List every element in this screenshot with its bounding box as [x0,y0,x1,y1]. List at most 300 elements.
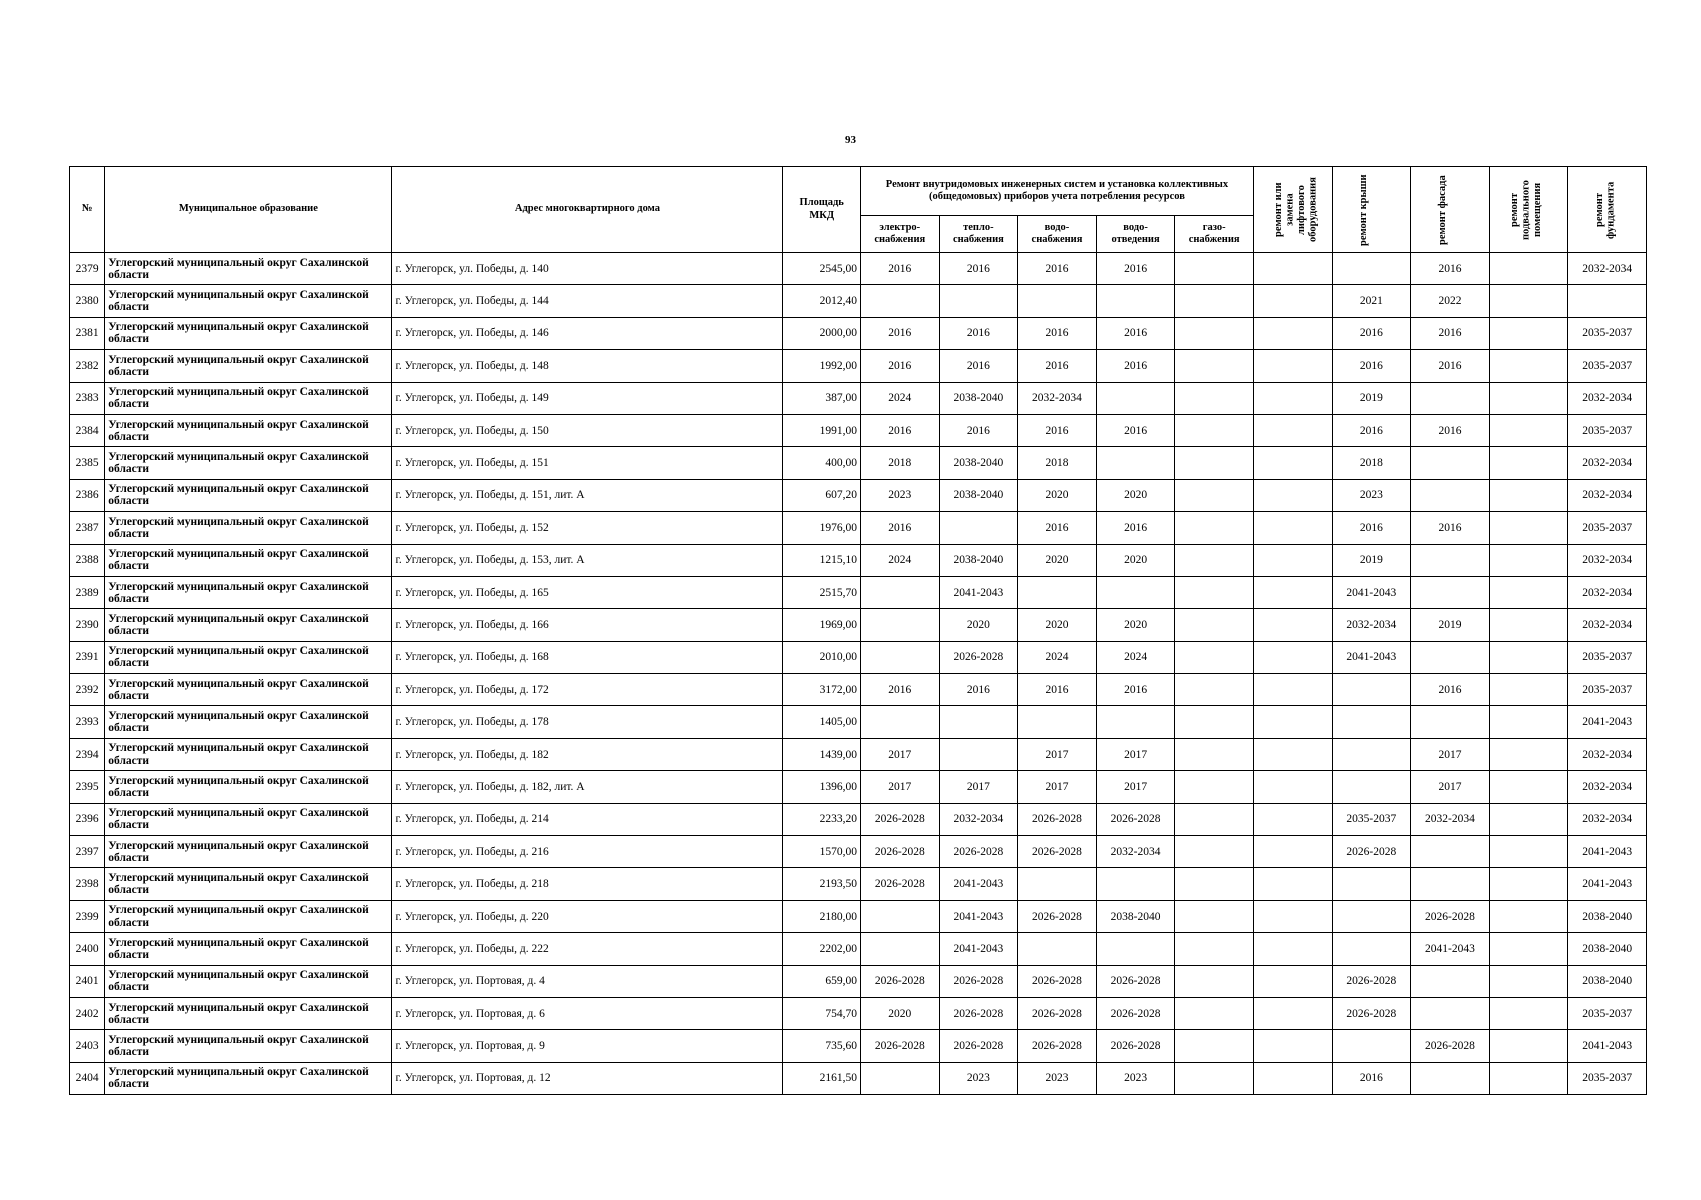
electric-cell: 2024 [860,382,939,414]
electric-cell: 2016 [860,350,939,382]
basement-cell [1489,868,1568,900]
elevator-cell [1253,253,1332,285]
municipality-cell: Углегорский муниципальный округ Сахалинской области [105,1030,392,1062]
foundation-cell: 2035-2037 [1568,512,1647,544]
area-cell: 1215,10 [783,544,861,576]
elevator-cell [1253,479,1332,511]
electric-cell: 2024 [860,544,939,576]
table-row [70,285,1647,317]
basement-cell [1489,738,1568,770]
sewer-cell: 2016 [1096,350,1175,382]
roof-cell: 2021 [1332,285,1411,317]
sewer-cell: 2038-2040 [1096,900,1175,932]
basement-cell [1489,447,1568,479]
address-cell: г. Углегорск, ул. Победы, д. 146 [392,317,783,349]
sewer-cell [1096,933,1175,965]
foundation-cell: 2032-2034 [1568,771,1647,803]
elevator-cell [1253,609,1332,641]
facade-cell [1411,382,1490,414]
foundation-cell: 2038-2040 [1568,900,1647,932]
gas-cell [1175,674,1254,706]
water-cell [1018,868,1097,900]
facade-cell: 2016 [1411,350,1490,382]
area-cell: 1991,00 [783,414,861,446]
gas-cell [1175,771,1254,803]
header-gas: газо-снабжения [1175,216,1254,253]
sewer-cell [1096,576,1175,608]
municipality-cell: Углегорский муниципальный округ Сахалинской области [105,803,392,835]
header-water: водо-снабжения [1018,216,1097,253]
electric-cell: 2016 [860,317,939,349]
basement-cell [1489,350,1568,382]
heat-cell: 2032-2034 [939,803,1018,835]
facade-cell [1411,447,1490,479]
roof-cell: 2016 [1332,317,1411,349]
gas-cell [1175,933,1254,965]
sewer-cell: 2016 [1096,253,1175,285]
table-row [70,674,1647,706]
area-cell: 1976,00 [783,512,861,544]
roof-cell [1332,933,1411,965]
address-cell: г. Углегорск, ул. Портовая, д. 12 [392,1062,783,1094]
water-cell: 2020 [1018,544,1097,576]
area-cell: 1570,00 [783,836,861,868]
heat-cell [939,285,1018,317]
water-cell: 2026-2028 [1018,803,1097,835]
table-row [70,900,1647,932]
area-cell: 2010,00 [783,641,861,673]
electric-cell: 2026-2028 [860,868,939,900]
water-cell: 2020 [1018,609,1097,641]
municipality-cell: Углегорский муниципальный округ Сахалинской области [105,447,392,479]
address-cell: г. Углегорск, ул. Победы, д. 166 [392,609,783,641]
row-number: 2401 [70,965,105,997]
area-cell: 2202,00 [783,933,861,965]
municipality-cell: Углегорский муниципальный округ Сахалинской области [105,965,392,997]
heat-cell: 2026-2028 [939,997,1018,1029]
water-cell: 2016 [1018,350,1097,382]
address-cell: г. Углегорск, ул. Победы, д. 151 [392,447,783,479]
roof-cell: 2023 [1332,479,1411,511]
foundation-cell: 2032-2034 [1568,803,1647,835]
gas-cell [1175,1030,1254,1062]
elevator-cell [1253,317,1332,349]
electric-cell: 2026-2028 [860,836,939,868]
row-number: 2396 [70,803,105,835]
basement-cell [1489,965,1568,997]
roof-cell [1332,771,1411,803]
table-row [70,479,1647,511]
heat-cell: 2016 [939,350,1018,382]
facade-cell: 2041-2043 [1411,933,1490,965]
foundation-cell: 2035-2037 [1568,641,1647,673]
basement-cell [1489,997,1568,1029]
basement-cell [1489,1062,1568,1094]
table-row [70,771,1647,803]
area-cell: 2161,50 [783,1062,861,1094]
row-number: 2391 [70,641,105,673]
roof-cell: 2016 [1332,350,1411,382]
elevator-cell [1253,771,1332,803]
area-cell: 2545,00 [783,253,861,285]
elevator-cell [1253,1030,1332,1062]
municipality-cell: Углегорский муниципальный округ Сахалинской области [105,868,392,900]
address-cell: г. Углегорск, ул. Победы, д. 182, лит. А [392,771,783,803]
electric-cell [860,609,939,641]
municipality-cell: Углегорский муниципальный округ Сахалинской области [105,285,392,317]
facade-cell [1411,965,1490,997]
elevator-cell [1253,382,1332,414]
sewer-cell: 2016 [1096,512,1175,544]
electric-cell: 2016 [860,512,939,544]
row-number: 2388 [70,544,105,576]
foundation-cell [1568,285,1647,317]
water-cell [1018,933,1097,965]
area-cell: 1439,00 [783,738,861,770]
basement-cell [1489,479,1568,511]
sewer-cell: 2032-2034 [1096,836,1175,868]
municipality-cell: Углегорский муниципальный округ Сахалинской области [105,771,392,803]
water-cell: 2016 [1018,253,1097,285]
table-row [70,350,1647,382]
address-cell: г. Углегорск, ул. Победы, д. 152 [392,512,783,544]
sewer-cell: 2020 [1096,609,1175,641]
basement-cell [1489,382,1568,414]
elevator-cell [1253,997,1332,1029]
roof-cell [1332,738,1411,770]
heat-cell: 2038-2040 [939,544,1018,576]
elevator-cell [1253,414,1332,446]
basement-cell [1489,317,1568,349]
table-row [70,997,1647,1029]
gas-cell [1175,544,1254,576]
row-number: 2382 [70,350,105,382]
gas-cell [1175,447,1254,479]
water-cell: 2026-2028 [1018,836,1097,868]
water-cell: 2016 [1018,414,1097,446]
roof-cell: 2026-2028 [1332,836,1411,868]
foundation-cell: 2041-2043 [1568,836,1647,868]
facade-cell: 2022 [1411,285,1490,317]
heat-cell: 2041-2043 [939,576,1018,608]
heat-cell: 2023 [939,1062,1018,1094]
row-number: 2384 [70,414,105,446]
row-number: 2389 [70,576,105,608]
basement-cell [1489,836,1568,868]
facade-cell: 2026-2028 [1411,900,1490,932]
row-number: 2394 [70,738,105,770]
basement-cell [1489,706,1568,738]
address-cell: г. Углегорск, ул. Победы, д. 216 [392,836,783,868]
electric-cell: 2016 [860,414,939,446]
header-foundation-text: ремонт фундамента [1594,180,1617,239]
elevator-cell [1253,544,1332,576]
address-cell: г. Углегорск, ул. Победы, д. 178 [392,706,783,738]
municipality-cell: Углегорский муниципальный округ Сахалинской области [105,382,392,414]
table-row [70,544,1647,576]
heat-cell: 2026-2028 [939,965,1018,997]
foundation-cell: 2032-2034 [1568,382,1647,414]
area-cell: 607,20 [783,479,861,511]
heat-cell: 2026-2028 [939,836,1018,868]
basement-cell [1489,900,1568,932]
address-cell: г. Углегорск, ул. Победы, д. 153, лит. А [392,544,783,576]
area-cell: 2193,50 [783,868,861,900]
roof-cell [1332,674,1411,706]
header-heat: тепло-снабжения [939,216,1018,253]
row-number: 2403 [70,1030,105,1062]
row-number: 2404 [70,1062,105,1094]
municipality-cell: Углегорский муниципальный округ Сахалинской области [105,997,392,1029]
address-cell: г. Углегорск, ул. Портовая, д. 6 [392,997,783,1029]
municipality-cell: Углегорский муниципальный округ Сахалинской области [105,609,392,641]
basement-cell [1489,512,1568,544]
roof-cell: 2032-2034 [1332,609,1411,641]
foundation-cell: 2035-2037 [1568,414,1647,446]
sewer-cell: 2026-2028 [1096,965,1175,997]
row-number: 2379 [70,253,105,285]
gas-cell [1175,285,1254,317]
water-cell: 2016 [1018,512,1097,544]
address-cell: г. Углегорск, ул. Победы, д. 165 [392,576,783,608]
elevator-cell [1253,933,1332,965]
foundation-cell: 2032-2034 [1568,447,1647,479]
water-cell: 2016 [1018,317,1097,349]
row-number: 2402 [70,997,105,1029]
table-row [70,933,1647,965]
area-cell: 1405,00 [783,706,861,738]
municipality-cell: Углегорский муниципальный округ Сахалинской области [105,641,392,673]
basement-cell [1489,674,1568,706]
area-cell: 1396,00 [783,771,861,803]
water-cell: 2026-2028 [1018,1030,1097,1062]
sewer-cell: 2016 [1096,414,1175,446]
facade-cell [1411,836,1490,868]
address-cell: г. Углегорск, ул. Победы, д. 150 [392,414,783,446]
gas-cell [1175,350,1254,382]
heat-cell: 2016 [939,253,1018,285]
roof-cell: 2041-2043 [1332,576,1411,608]
roof-cell: 2019 [1332,544,1411,576]
address-cell: г. Углегорск, ул. Победы, д. 149 [392,382,783,414]
roof-cell: 2035-2037 [1332,803,1411,835]
table-row [70,738,1647,770]
elevator-cell [1253,447,1332,479]
heat-cell: 2026-2028 [939,641,1018,673]
gas-cell [1175,576,1254,608]
foundation-cell: 2032-2034 [1568,544,1647,576]
table-row [70,609,1647,641]
area-cell: 2012,40 [783,285,861,317]
elevator-cell [1253,512,1332,544]
elevator-cell [1253,868,1332,900]
water-cell: 2026-2028 [1018,965,1097,997]
basement-cell [1489,1030,1568,1062]
facade-cell [1411,868,1490,900]
facade-cell [1411,576,1490,608]
electric-cell [860,285,939,317]
basement-cell [1489,253,1568,285]
heat-cell: 2020 [939,609,1018,641]
header-facade-text: ремонт фасада [1436,174,1448,245]
row-number: 2399 [70,900,105,932]
row-number: 2387 [70,512,105,544]
table-row [70,317,1647,349]
water-cell: 2018 [1018,447,1097,479]
roof-cell: 2026-2028 [1332,965,1411,997]
foundation-cell: 2032-2034 [1568,479,1647,511]
heat-cell: 2026-2028 [939,1030,1018,1062]
electric-cell: 2023 [860,479,939,511]
header-roof [1332,167,1411,253]
water-cell [1018,576,1097,608]
row-number: 2383 [70,382,105,414]
sewer-cell: 2016 [1096,674,1175,706]
water-cell: 2024 [1018,641,1097,673]
address-cell: г. Углегорск, ул. Победы, д. 220 [392,900,783,932]
heat-cell: 2016 [939,317,1018,349]
sewer-cell: 2017 [1096,738,1175,770]
heat-cell [939,738,1018,770]
row-number: 2390 [70,609,105,641]
address-cell: г. Углегорск, ул. Победы, д. 140 [392,253,783,285]
row-number: 2400 [70,933,105,965]
address-cell: г. Углегорск, ул. Победы, д. 168 [392,641,783,673]
roof-cell [1332,706,1411,738]
elevator-cell [1253,285,1332,317]
electric-cell: 2017 [860,771,939,803]
basement-cell [1489,609,1568,641]
electric-cell [860,706,939,738]
electric-cell: 2016 [860,674,939,706]
gas-cell [1175,997,1254,1029]
municipality-cell: Углегорский муниципальный округ Сахалинской области [105,674,392,706]
municipality-cell: Углегорский муниципальный округ Сахалинской области [105,1062,392,1094]
row-number: 2385 [70,447,105,479]
gas-cell [1175,609,1254,641]
row-number: 2393 [70,706,105,738]
elevator-cell [1253,1062,1332,1094]
electric-cell: 2016 [860,253,939,285]
facade-cell: 2026-2028 [1411,1030,1490,1062]
electric-cell: 2020 [860,997,939,1029]
facade-cell [1411,706,1490,738]
gas-cell [1175,414,1254,446]
facade-cell: 2016 [1411,253,1490,285]
heat-cell: 2017 [939,771,1018,803]
gas-cell [1175,641,1254,673]
basement-cell [1489,285,1568,317]
address-cell: г. Углегорск, ул. Победы, д. 148 [392,350,783,382]
electric-cell [860,900,939,932]
elevator-cell [1253,576,1332,608]
roof-cell: 2041-2043 [1332,641,1411,673]
basement-cell [1489,544,1568,576]
row-number: 2386 [70,479,105,511]
heat-cell: 2038-2040 [939,447,1018,479]
water-cell: 2020 [1018,479,1097,511]
address-cell: г. Углегорск, ул. Победы, д. 214 [392,803,783,835]
municipality-cell: Углегорский муниципальный округ Сахалинской области [105,544,392,576]
foundation-cell: 2032-2034 [1568,576,1647,608]
heat-cell: 2038-2040 [939,382,1018,414]
municipality-cell: Углегорский муниципальный округ Сахалинской области [105,706,392,738]
municipality-cell: Углегорский муниципальный округ Сахалинской области [105,479,392,511]
area-cell: 1992,00 [783,350,861,382]
electric-cell [860,641,939,673]
header-area: Площадь МКД [783,167,861,253]
sewer-cell: 2024 [1096,641,1175,673]
address-cell: г. Углегорск, ул. Победы, д. 172 [392,674,783,706]
foundation-cell: 2041-2043 [1568,868,1647,900]
table-row [70,576,1647,608]
sewer-cell [1096,285,1175,317]
foundation-cell: 2032-2034 [1568,609,1647,641]
table-row [70,965,1647,997]
roof-cell: 2016 [1332,1062,1411,1094]
municipality-cell: Углегорский муниципальный округ Сахалинской области [105,933,392,965]
table-row [70,1030,1647,1062]
facade-cell [1411,997,1490,1029]
header-elevator-text: ремонт или замена лифтового оборудования [1272,177,1319,242]
heat-cell [939,706,1018,738]
table-row [70,447,1647,479]
basement-cell [1489,771,1568,803]
electric-cell: 2026-2028 [860,803,939,835]
foundation-cell: 2032-2034 [1568,253,1647,285]
municipality-cell: Углегорский муниципальный округ Сахалинской области [105,900,392,932]
electric-cell: 2026-2028 [860,1030,939,1062]
table-row [70,641,1647,673]
row-number: 2395 [70,771,105,803]
foundation-cell: 2041-2043 [1568,706,1647,738]
table-row [70,803,1647,835]
area-cell: 735,60 [783,1030,861,1062]
gas-cell [1175,317,1254,349]
facade-cell: 2017 [1411,771,1490,803]
sewer-cell: 2026-2028 [1096,1030,1175,1062]
basement-cell [1489,576,1568,608]
facade-cell: 2032-2034 [1411,803,1490,835]
header-basement-text: ремонт подвального помещения [1508,179,1543,240]
electric-cell: 2018 [860,447,939,479]
elevator-cell [1253,350,1332,382]
sewer-cell [1096,706,1175,738]
basement-cell [1489,933,1568,965]
facade-cell: 2017 [1411,738,1490,770]
area-cell: 2180,00 [783,900,861,932]
elevator-cell [1253,674,1332,706]
foundation-cell: 2038-2040 [1568,933,1647,965]
water-cell: 2026-2028 [1018,997,1097,1029]
table-row [70,1062,1647,1094]
heat-cell: 2041-2043 [939,933,1018,965]
gas-cell [1175,803,1254,835]
address-cell: г. Углегорск, ул. Победы, д. 144 [392,285,783,317]
facade-cell [1411,479,1490,511]
elevator-cell [1253,965,1332,997]
facade-cell: 2016 [1411,512,1490,544]
header-engineering: Ремонт внутридомовых инженерных систем и установка коллективных (общедомовых) приборов учета потребления ресурсов [860,167,1253,216]
water-cell [1018,706,1097,738]
area-cell: 754,70 [783,997,861,1029]
sewer-cell [1096,382,1175,414]
water-cell: 2032-2034 [1018,382,1097,414]
facade-cell: 2019 [1411,609,1490,641]
gas-cell [1175,512,1254,544]
foundation-cell: 2041-2043 [1568,1030,1647,1062]
table-row [70,868,1647,900]
